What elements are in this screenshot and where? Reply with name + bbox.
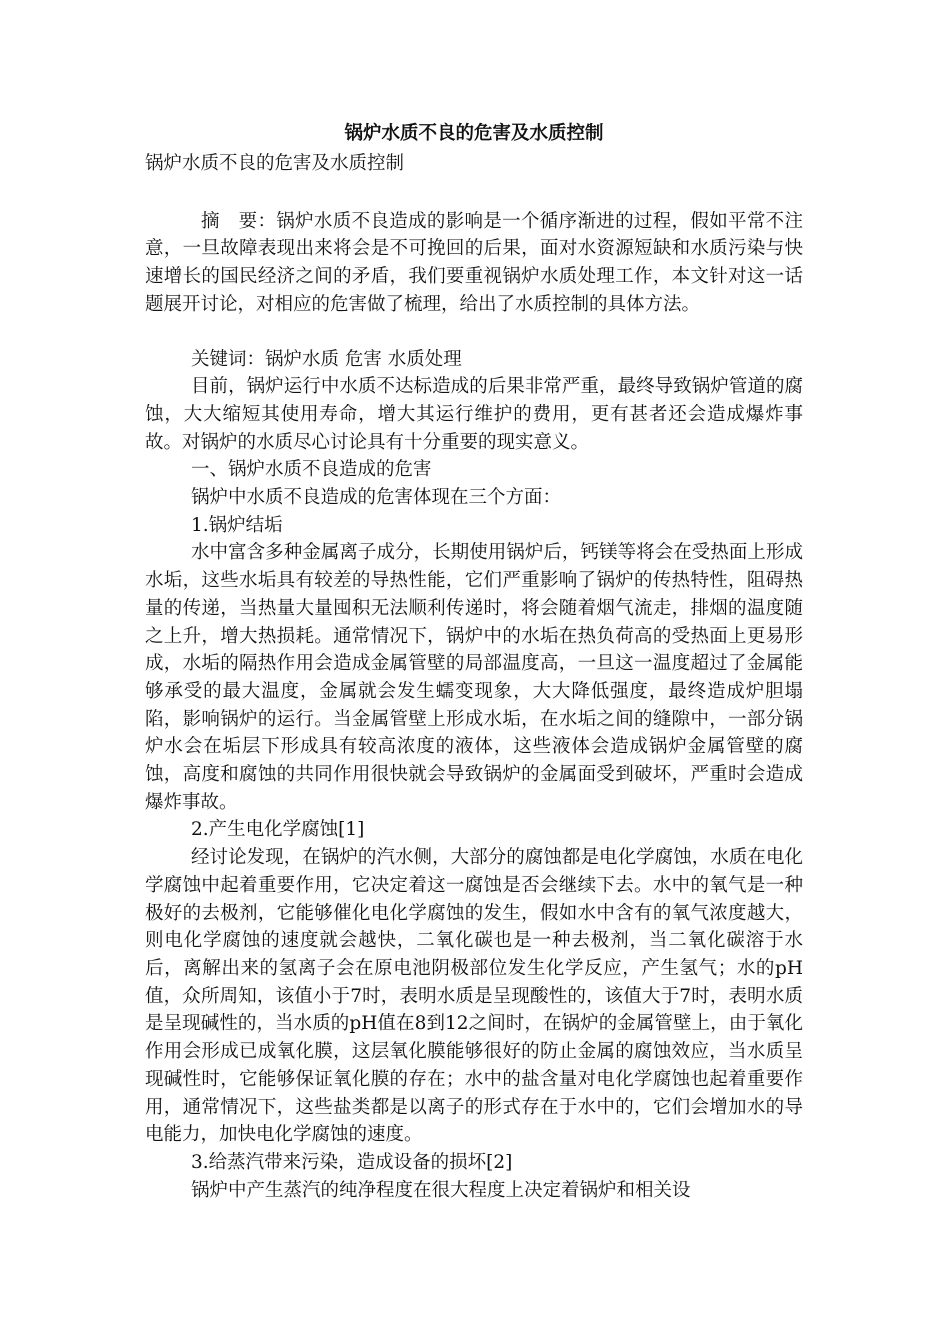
item-heading: 3.给蒸汽带来污染，造成设备的损坏[2]	[191, 1151, 513, 1173]
document-page	[145, 118, 803, 1204]
item-heading: 2.产生电化学腐蚀[1]	[191, 819, 365, 841]
spacer	[145, 178, 803, 208]
abstract-paragraph: 摘 要：锅炉水质不良造成的影响是一个循序渐进的过程，假如平常不注意，一旦故障表现出来将会是不可挽回的后果，面对水资源短缺和水质污染与快速增长的国民经济之间的矛盾，我们要重视锅炉水质处理工作，本文针对这一话题展开讨论，对相应的危害做了梳理，给出了水质控制的具体方法。	[145, 210, 803, 315]
item-body: 经讨论发现，在锅炉的汽水侧，大部分的腐蚀都是电化学腐蚀，水质在电化学腐蚀中起着重要作用，它决定着这一腐蚀是否会继续下去。水中的氧气是一种极好的去极剂，它能够催化电化学腐蚀的发生，假如水中含有的氧气浓度越大，则电化学腐蚀的速度就会越快，二氧化碳也是一种去极剂，当二氧化碳溶于水后，离解出来的氢离子会在原电池阴极部位发生化学反应，产生氢气；水的pH值，众所周知，该值小于7时，表明水质是呈现酸性的，该值大于7时，表明水质是呈现碱性的，当水质的pH值在8到12之间时，在锅炉的金属管壁上，由于氧化作用会形成已成氧化膜，这层氧化膜能够很好的防止金属的腐蚀效应，当水质呈现碱性时，它能够保证氧化膜的存在；水中的盐含量对电化学腐蚀也起着重要作用，通常情况下，这些盐类都是以离子的形式存在于水中的，它们会增加水的导电能力，加快电化学腐蚀的速度。	[145, 847, 803, 1146]
item-body: 锅炉中产生蒸汽的纯净程度在很大程度上决定着锅炉和相关设	[191, 1179, 691, 1201]
spacer	[145, 319, 803, 346]
document-title: 锅炉水质不良的危害及水质控制	[344, 123, 604, 144]
keywords-line: 关键词：锅炉水质 危害 水质处理	[191, 348, 462, 370]
section-lead: 锅炉中水质不良造成的危害体现在三个方面：	[191, 487, 562, 509]
document-subtitle: 锅炉水质不良的危害及水质控制	[145, 153, 405, 174]
section-heading: 一、锅炉水质不良造成的危害	[191, 459, 432, 481]
intro-paragraph: 目前，锅炉运行中水质不达标造成的后果非常严重，最终导致锅炉管道的腐蚀，大大缩短其使用寿命，增大其运行维护的费用，更有甚者还会造成爆炸事故。对锅炉的水质尽心讨论具有十分重要的现实意义。	[145, 376, 803, 453]
item-heading: 1.锅炉结垢	[191, 514, 283, 536]
item-body: 水中富含多种金属离子成分，长期使用锅炉后，钙镁等将会在受热面上形成水垢，这些水垢具有较差的导热性能，它们严重影响了锅炉的传热特性，阻碍热量的传递，当热量大量囤积无法顺利传递时，将会随着烟气流走，排烟的温度随之上升，增大热损耗。通常情况下，锅炉中的水垢在热负荷高的受热面上更易形成，水垢的隔热作用会造成金属管壁的局部温度高，一旦这一温度超过了金属能够承受的最大温度，金属就会发生蠕变现象，大大降低强度，最终造成炉胆塌陷，影响锅炉的运行。当金属管壁上形成水垢，在水垢之间的缝隙中，一部分锅炉水会在垢层下形成具有较高浓度的液体，这些液体会造成锅炉金属管壁的腐蚀，高度和腐蚀的共同作用很快就会导致锅炉的金属面受到破坏，严重时会造成爆炸事故。	[145, 542, 803, 813]
